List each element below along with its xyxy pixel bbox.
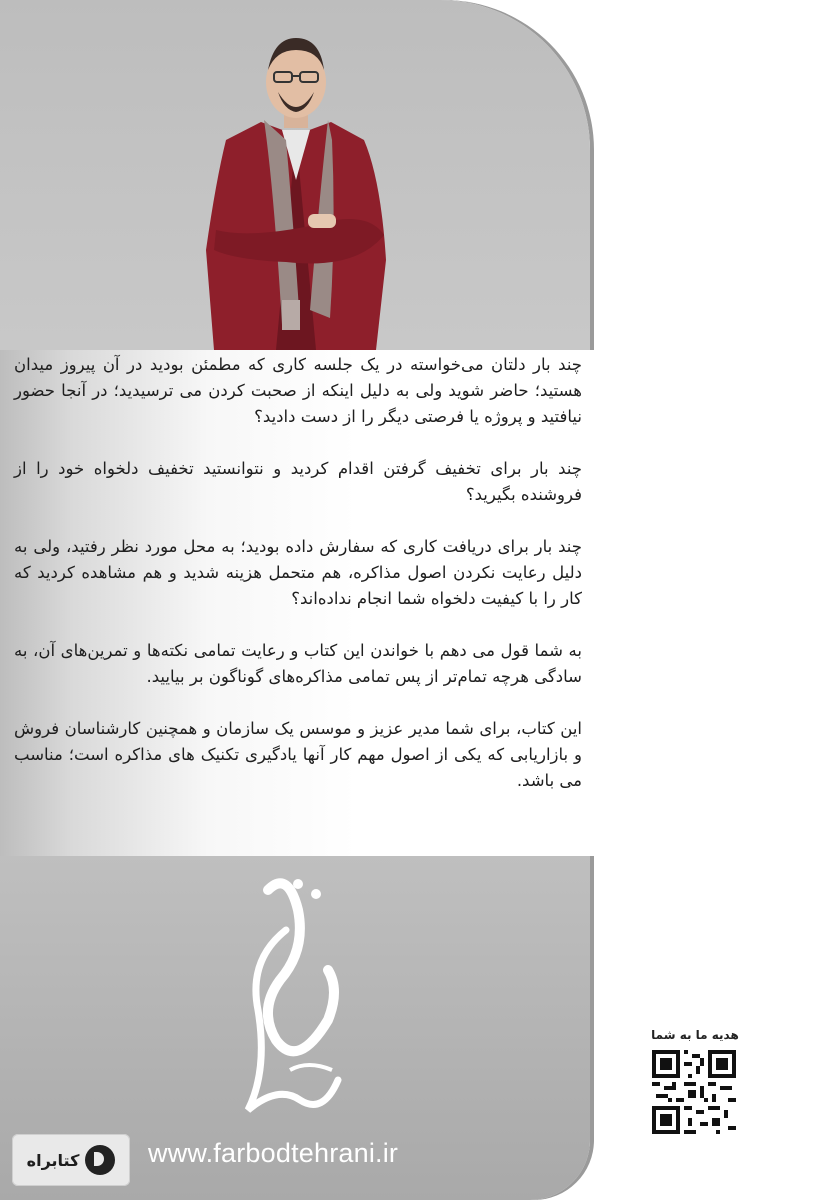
paragraph-5: این کتاب، برای شما مدیر عزیز و موسس یک سازمان و همچنین کارشناسان فروش و بازاریابی که یکی از اصول مهم کار آنها یادگیری تکنیک های مذاکره است؛ مناسب می باشد. [14, 719, 582, 790]
ketabrah-logo-icon [85, 1145, 115, 1175]
back-cover-text [14, 352, 582, 820]
paragraph-3: چند بار برای دریافت کاری که سفارش داده بودید؛ به محل مورد نظر رفتید، ولی به دلیل رعایت نکردن اصول مذاکره، هم متحمل هزینه شدید و هم مشاهده کردید که کار را با کیفیت دلخواه شما انجام نداده‌اند؟ [14, 537, 582, 608]
paragraph-1: چند بار دلتان می‌خواسته در یک جلسه کاری که مطمئن بودید در آن پیروز میدان هستید؛ حاضر شوید ولی به دلیل اینکه از صحبت کردن می ترسیدید؛ در آنجا حضور نیافتید و پروژه یا فرصتی دیگر را از دست دادید؟ [14, 355, 582, 426]
website-url[interactable]: www.farbodtehrani.ir [148, 1138, 399, 1168]
qr-label: هدیه ما به شما [651, 1028, 739, 1042]
signature-logo [228, 870, 368, 1130]
publisher-logo [12, 1134, 130, 1186]
paragraph-2: چند بار برای تخفیف گرفتن اقدام کردید و نتوانستید تخفیف دلخواه خود را از فروشنده بگیرید؟ [14, 459, 582, 504]
author-photo [196, 30, 396, 350]
publisher-name: کتابراه [26, 1150, 80, 1170]
paragraph-4: به شما قول می دهم با خواندن این کتاب و رعایت تمامی نکته‌ها و تمرین‌های آن، به سادگی هرچه تمام‌تر از پس تمامی مذاکره‌های گوناگون بر بیایید. [14, 641, 582, 686]
qr-code-icon[interactable] [652, 1050, 736, 1134]
